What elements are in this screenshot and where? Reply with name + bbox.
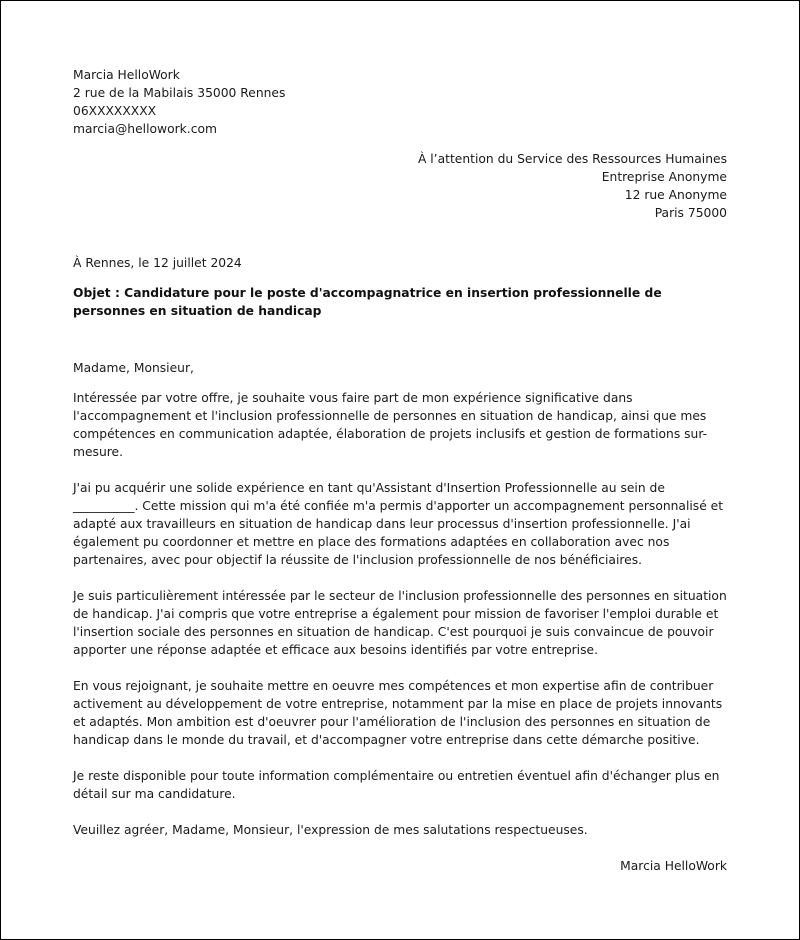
sender-email: marcia@hellowork.com xyxy=(73,122,217,136)
sender-phone: 06XXXXXXXX xyxy=(73,104,157,118)
paragraph-intro: Intéressée par votre offre, je souhaite vous faire part de mon expérience significative dans l'accompagnement et l'inclusion professionnelle de personnes en situation de handicap, ainsi que mes compétences en communication adaptée, élaboration de projets inclusifs et gestion de formations sur-mesure. xyxy=(73,391,708,459)
paragraph-motivation: Je suis particulièrement intéressée par le secteur de l'inclusion professionnelle des personnes en situation de handicap. J'ai compris que votre entreprise a également pour mission de favoriser l'emploi durable et l'insertion sociale des personnes en situation de handicap. C'est pourquoi je suis convaincue de pouvoir apporter une réponse adaptée et efficace aux besoins identifiés par votre entreprise. xyxy=(73,589,727,657)
recipient-attention: À l’attention du Service des Ressources Humaines xyxy=(417,152,727,166)
recipient-company: Entreprise Anonyme xyxy=(601,170,727,184)
subject-line: Objet : Candidature pour le poste d'accompagnatrice en insertion professionnelle de personnes en situation de handicap xyxy=(73,286,662,318)
recipient-city: Paris 75000 xyxy=(654,206,727,220)
sender-address: 2 rue de la Mabilais 35000 Rennes xyxy=(73,86,286,100)
recipient-street: 12 rue Anonyme xyxy=(624,188,727,202)
paragraph-closing: Veuillez agréer, Madame, Monsieur, l'expression de mes salutations respectueuses. xyxy=(73,823,588,837)
paragraph-ambition: En vous rejoignant, je souhaite mettre en oeuvre mes compétences et mon expertise afin de contribuer activement au développement de votre entreprise, notamment par la mise en place de projets innovants et adaptés. Mon ambition est d'oeuvrer pour l'amélioration de l'inclusion des personnes en situation de handicap dans le monde du travail, et d'accompagner votre entreprise dans cette démarche positive. xyxy=(73,679,723,747)
letter-body xyxy=(73,359,729,857)
paragraph-experience: J'ai pu acquérir une solide expérience en tant qu'Assistant d'Insertion Professionnelle au sein de __________. Cette mission qui m'a été confiée m'a permis d'apporter un accompagnement personnalisé et adapté aux travailleurs en situation de handicap dans leur processus d'insertion professionnelle. J'ai également pu coordonner et mettre en place des formations adaptées en collaboration avec nos partenaires, avec pour objectif la réussite de l'inclusion professionnelle de nos bénéficiaires. xyxy=(73,481,724,567)
signature: Marcia HelloWork xyxy=(620,859,727,873)
sender-name: Marcia HelloWork xyxy=(73,68,180,82)
recipient-block xyxy=(418,150,727,222)
salutation: Madame, Monsieur, xyxy=(73,361,194,375)
date-line: À Rennes, le 12 juillet 2024 xyxy=(73,256,242,270)
paragraph-availability: Je reste disponible pour toute information complémentaire ou entretien éventuel afin d'échanger plus en détail sur ma candidature. xyxy=(73,769,720,801)
sender-block xyxy=(73,66,285,138)
